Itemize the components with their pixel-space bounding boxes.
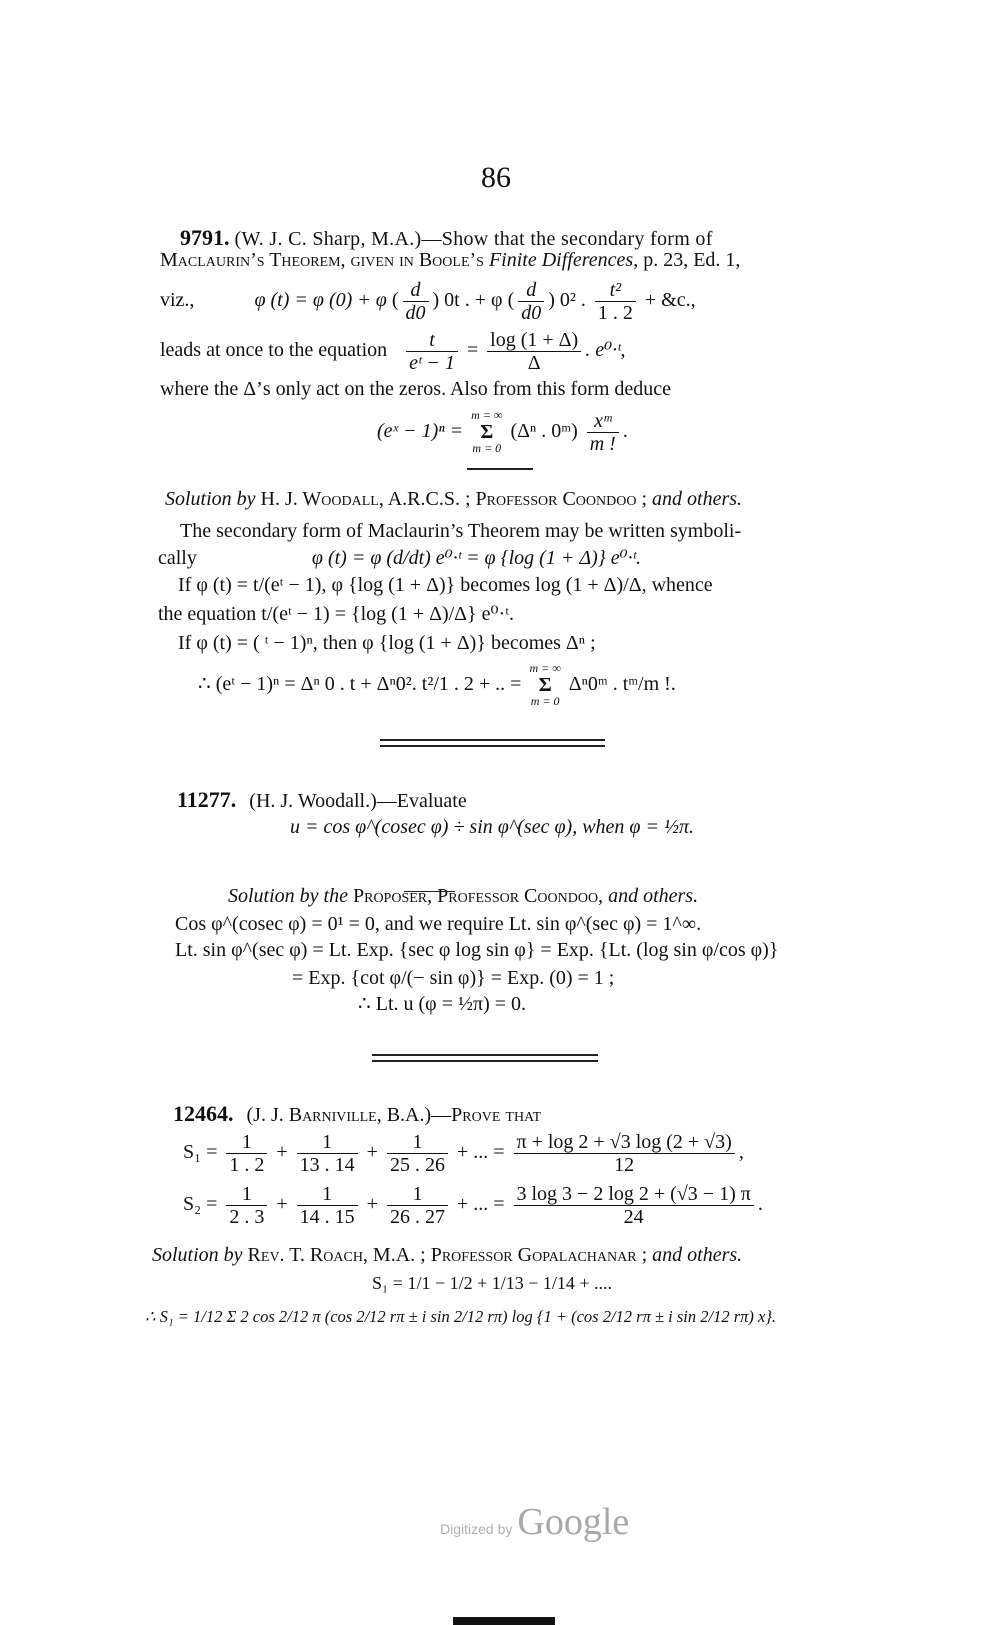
solution-byline — [165, 487, 742, 511]
fraction — [226, 1183, 267, 1228]
fraction — [587, 410, 619, 455]
denominator: Δ — [527, 351, 541, 374]
sum-upper: m = ∞ — [471, 408, 503, 423]
text: cally — [158, 547, 197, 569]
numerator: 1 — [387, 1183, 448, 1206]
summation — [471, 409, 502, 455]
where-line: where the Δ’s only act on the zeros. Also from this form deduce — [160, 378, 672, 400]
digitized-by-google-watermark — [440, 1500, 629, 1544]
question-11277-equation: u = cos φ^(cosec φ) ÷ sin φ^(sec φ), when φ = ½π. — [290, 816, 694, 838]
plus: + — [366, 1141, 378, 1163]
text: leads at once to the equation — [160, 339, 388, 361]
punct: , — [738, 1141, 744, 1163]
solution-byline — [152, 1243, 742, 1267]
eq-part: . — [622, 420, 628, 442]
plus: + — [366, 1193, 378, 1215]
solution-line: the equation t/(eᵗ − 1) = {log (1 + Δ)/Δ} e⁰·ᵗ. — [158, 603, 515, 625]
denominator: 1 . 2 — [597, 301, 633, 324]
question-11277-line1 — [177, 788, 467, 813]
eq-part: (Δⁿ . 0ᵐ) — [510, 420, 578, 442]
others: and others. — [608, 885, 699, 907]
solvers: Proposer, Professor Coondoo, — [352, 885, 604, 907]
eq-part: φ (t) = φ (0) + φ — [254, 289, 387, 311]
question-9791-line2 — [160, 248, 740, 272]
numerator: 1 — [387, 1131, 448, 1154]
numerator: t — [406, 329, 458, 352]
punct: . — [757, 1193, 763, 1215]
denominator: 26 . 27 — [389, 1205, 445, 1228]
solution-line: If φ (t) = t/(eᵗ − 1), φ {log (1 + Δ)} becomes log (1 + Δ)/Δ, whence — [178, 574, 713, 596]
solution-line: Lt. sin φ^(sec φ) = Lt. Exp. {sec φ log sin φ} = Exp. {Lt. (log sin φ/cos φ)} — [175, 939, 779, 961]
sum-sign: Σ — [538, 674, 552, 697]
solvers: H. J. Woodall, A.R.C.S. ; Professor Coondoo ; — [260, 488, 648, 510]
s1-equation — [183, 1128, 744, 1176]
eq-part: + &c., — [644, 289, 696, 311]
numerator: t² — [595, 279, 636, 302]
fraction — [387, 1131, 448, 1176]
question-text: (J. J. Barniville, B.A.)—Prove that — [246, 1104, 542, 1126]
others: and others. — [652, 488, 743, 510]
s2-equation — [183, 1180, 763, 1228]
numerator: 1 — [226, 1131, 267, 1154]
solution-line: If φ (t) = ( ᵗ − 1)ⁿ, then φ {log (1 + Δ)} becomes Δⁿ ; — [178, 632, 596, 654]
numerator: π + log 2 + √3 log (2 + √3) — [514, 1131, 735, 1154]
question-text: (H. J. Woodall.)—Evaluate — [249, 790, 467, 812]
solution-line: = Exp. {cot φ/(− sin φ)} = Exp. (0) = 1 ; — [292, 967, 615, 989]
solvers: Rev. T. Roach, M.A. ; Professor Gopalachanar ; — [247, 1244, 648, 1266]
text: Maclaurin’s Theorem, given in Boole’s — [160, 249, 484, 271]
denominator: 2 . 3 — [229, 1205, 265, 1228]
leads-equation — [160, 326, 625, 374]
denominator: d0 — [405, 301, 426, 324]
eq-part: 0t . + φ — [444, 289, 503, 311]
numerator: log (1 + Δ) — [487, 329, 581, 352]
others: and others. — [652, 1244, 743, 1266]
eq-part: . e⁰·ᵗ, — [585, 339, 626, 361]
solution-line — [158, 546, 641, 570]
solution-line: ∴ Lt. u (φ = ½π) = 0. — [358, 993, 527, 1015]
sum-sign: Σ — [480, 421, 494, 444]
fraction — [406, 329, 458, 374]
s1-label: S₁ = — [183, 1141, 218, 1163]
question-12464-line1 — [173, 1102, 541, 1127]
page-number: 86 — [481, 161, 511, 194]
denominator: 24 — [623, 1205, 644, 1228]
section-divider — [380, 739, 605, 747]
scan-edge-mark — [453, 1617, 555, 1625]
numerator: 1 — [297, 1183, 358, 1206]
solution-line: Cos φ^(cosec φ) = 0¹ = 0, and we require Lt. sin φ^(sec φ) = 1^∞. — [175, 913, 702, 935]
fraction — [297, 1183, 358, 1228]
numerator: d — [403, 279, 429, 302]
viz-equation: viz., φ (t) = φ (0) + φ ( $\frac{d}{d0}$ ) 0t . + φ ( $\frac{d}{d0}$ ) 0² . $\frac{\text{t²}}{1 . 2}$ + &c., — [160, 278, 696, 324]
text: , p. 23, Ed. 1, — [633, 249, 741, 271]
denominator: d0 — [521, 301, 542, 324]
sum-lower: m = 0 — [472, 441, 502, 456]
fraction — [595, 279, 636, 324]
equation: φ (t) = φ (d/dt) e⁰·ᵗ = φ {log (1 + Δ)} e⁰·ᵗ. — [311, 547, 641, 569]
fraction — [403, 279, 429, 324]
question-number: 12464. — [173, 1101, 234, 1126]
fraction — [387, 1183, 448, 1228]
solution-line: S₁ = 1/1 − 1/2 + 1/13 − 1/14 + .... — [372, 1273, 613, 1293]
viz-label: viz., — [160, 289, 195, 311]
fraction — [226, 1131, 267, 1176]
fraction — [514, 1131, 735, 1176]
numerator: 1 — [297, 1131, 358, 1154]
solution-line: The secondary form of Maclaurin’s Theorem may be written symboli- — [180, 520, 742, 542]
denominator: eᵗ − 1 — [409, 351, 455, 374]
solution-line — [198, 662, 676, 708]
numerator: 3 log 3 − 2 log 2 + (√3 − 1) π — [514, 1183, 754, 1206]
section-divider — [372, 1054, 598, 1062]
denominator: 25 . 26 — [389, 1153, 445, 1176]
solution-line: ∴ S₁ = 1/12 Σ 2 cos 2/12 π (cos 2/12 rπ ± i sin 2/12 rπ) log {1 + (cos 2/12 rπ ± i sin 2/12 rπ) x}. — [145, 1307, 777, 1326]
denominator: m ! — [589, 432, 616, 455]
eq-part: 0² . — [559, 289, 586, 311]
question-number: 9791. — [180, 225, 230, 250]
deduce-equation — [377, 408, 628, 455]
watermark-brand: Google — [517, 1501, 630, 1543]
fraction — [514, 1183, 754, 1228]
s2-label: S₂ = — [183, 1193, 218, 1215]
summation — [529, 662, 560, 708]
numerator: 1 — [226, 1183, 267, 1206]
solution-label: Solution by the — [228, 885, 348, 907]
watermark-prefix: Digitized by — [440, 1521, 513, 1537]
plus: + — [276, 1141, 288, 1163]
book-title: Finite Differences — [488, 249, 634, 271]
equals: = — [466, 339, 479, 361]
question-number: 11277. — [177, 787, 237, 812]
equation: Δⁿ0ᵐ . tᵐ/m !. — [568, 673, 676, 695]
fraction — [518, 279, 544, 324]
sum-upper: m = ∞ — [529, 661, 561, 676]
ellipsis: + ... = — [456, 1193, 505, 1215]
denominator: 14 . 15 — [299, 1205, 355, 1228]
equation: ∴ (eᵗ − 1)ⁿ = Δⁿ 0 . t + Δⁿ0². t²/1 . 2 + .. = — [198, 673, 522, 695]
sum-lower: m = 0 — [530, 694, 560, 709]
eq-part: (eˣ − 1)ⁿ = — [377, 420, 464, 442]
denominator: 13 . 14 — [299, 1153, 355, 1176]
question-text: (W. J. C. Sharp, M.A.)—Show that the secondary form of — [234, 228, 713, 250]
short-rule — [467, 468, 533, 470]
solution-label: Solution by — [152, 1244, 243, 1266]
denominator: 12 — [614, 1153, 635, 1176]
fraction — [487, 329, 581, 374]
solution-label: Solution by — [165, 488, 256, 510]
fraction — [297, 1131, 358, 1176]
plus: + — [276, 1193, 288, 1215]
denominator: 1 . 2 — [229, 1153, 265, 1176]
numerator: d — [518, 279, 544, 302]
ellipsis: + ... = — [456, 1141, 505, 1163]
numerator: xᵐ — [587, 410, 619, 433]
solution-byline — [228, 884, 698, 908]
